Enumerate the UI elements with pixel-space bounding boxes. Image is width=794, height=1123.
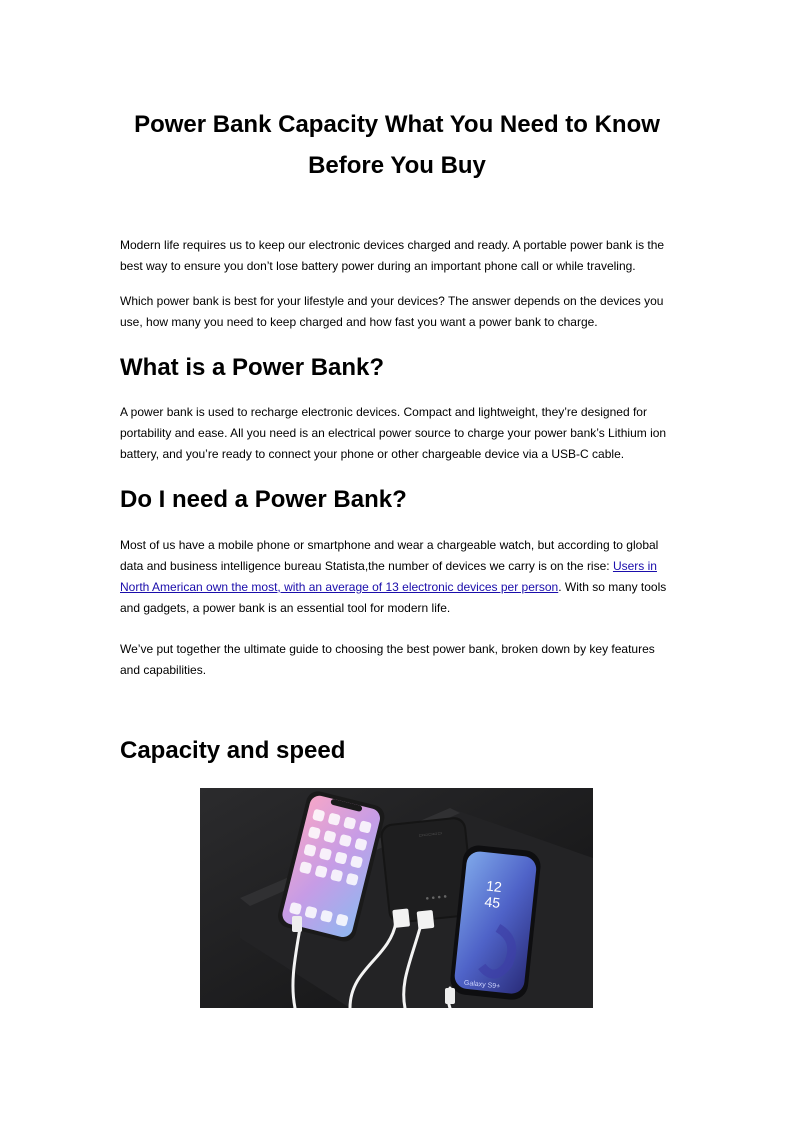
do-i-need-paragraph-2: We’ve put together the ultimate guide to choosing the best power bank, broken down by key features and capabilities. [120,642,655,677]
heading-what-is-power-bank: What is a Power Bank? [120,354,385,381]
paragraph-text: Most of us have a mobile phone or smartphone and wear a chargeable watch, but according to global data and business intelligence bureau Statista,the number of devices we carry is on the rise: [120,538,659,573]
heading-do-i-need: Do I need a Power Bank? [120,486,407,513]
svg-text:▭▭▭▭▭: ▭▭▭▭▭ [418,830,443,839]
paragraph-text: . With so many tools and gadgets, a power bank is an essential tool for modern life. [120,580,667,615]
intro-paragraph-2: Which power bank is best for your lifestyle and your devices? The answer depends on the devices you use, how many you need to keep charged and how fast you want a power bank to charge. [120,294,664,329]
right-phone-brand: Galaxy S9+ [463,979,501,991]
heading-capacity-speed: Capacity and speed [120,737,346,764]
intro-paragraph-1: Modern life requires us to keep our electronic devices charged and ready. A portable power bank is the best way to ensure you don’t lose battery power during an important phone call or while traveling. [120,238,665,273]
power-bank-photo [200,788,593,1008]
do-i-need-paragraph-1 [120,535,675,619]
right-phone-time: 12 [485,877,503,896]
statista-link[interactable]: Users in North American own the most, with an average of 13 electronic devices per person [120,559,657,594]
power-bank-photo-illustration [200,788,593,1008]
what-is-paragraph: A power bank is used to recharge electronic devices. Compact and lightweight, they’re designed for portability and ease. All you need is an electrical power source to charge your power bank’s Lithium ion battery, and you’re ready to connect your phone or other chargeable device via a USB-C cable. [120,405,667,461]
right-phone-time-2: 45 [483,893,501,911]
right-phone [449,844,542,1001]
document-title: Power Bank Capacity What You Need to Know Before You Buy [134,111,660,179]
